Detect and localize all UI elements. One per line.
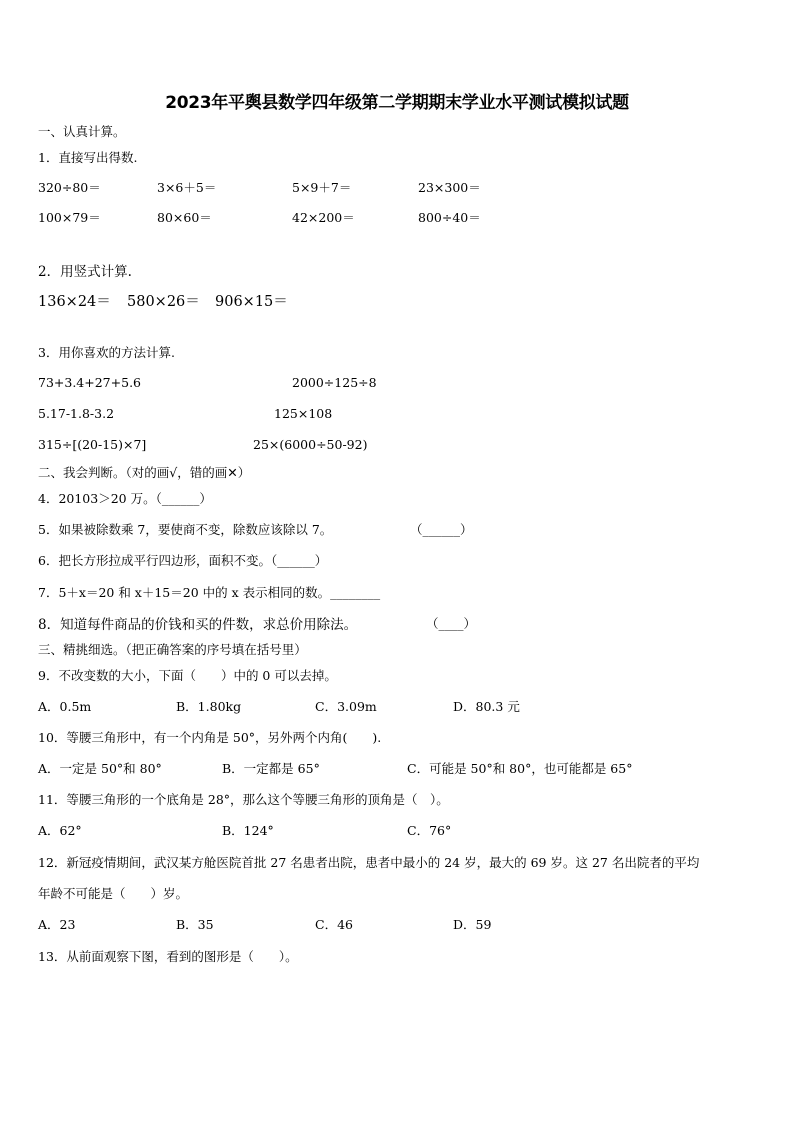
q1-item: 23×300＝ bbox=[418, 180, 481, 195]
q1-item: 5×9＋7＝ bbox=[292, 180, 352, 195]
section-2-heading: 二、我会判断。（对的画√，错的画✕） bbox=[38, 465, 251, 480]
q9-option: D．80.3 元 bbox=[453, 699, 520, 714]
q1-item: 3×6＋5＝ bbox=[157, 180, 217, 195]
q13-stem: 13．从前面观察下图，看到的图形是（ ）。 bbox=[38, 949, 298, 964]
q9-stem: 9．不改变数的大小，下面（ ）中的 0 可以去掉。 bbox=[38, 668, 337, 683]
q1-item: 100×79＝ bbox=[38, 210, 101, 225]
q4-text: 4．20103＞20 万。（______） bbox=[38, 491, 212, 506]
q9-option: A．0.5m bbox=[38, 699, 92, 714]
q1-item: 800÷40＝ bbox=[418, 210, 481, 225]
q8-answer-blank: （____） bbox=[426, 616, 477, 631]
q3-item: 25×(6000÷50-92) bbox=[253, 437, 368, 452]
q2-item: 906×15＝ bbox=[215, 294, 288, 310]
q11-option: C．76° bbox=[407, 823, 452, 838]
q11-option: B．124° bbox=[222, 823, 274, 838]
q12-stem-line-2: 年龄不可能是（ ）岁。 bbox=[38, 886, 189, 901]
q10-stem: 10．等腰三角形中，有一个内角是 50°，另外两个内角( ). bbox=[38, 730, 382, 745]
q12-option: A．23 bbox=[38, 917, 76, 932]
q10-option: A．一定是 50°和 80° bbox=[38, 761, 162, 776]
section-1-heading: 一、认真计算。 bbox=[38, 124, 126, 139]
q12-option: C．46 bbox=[315, 917, 353, 932]
q1-item: 80×60＝ bbox=[157, 210, 212, 225]
q9-option: B．1.80kg bbox=[176, 699, 242, 714]
section-3-heading: 三、精挑细选。（把正确答案的序号填在括号里） bbox=[38, 642, 307, 657]
q2-item: 136×24＝ bbox=[38, 294, 111, 310]
page-title: 2023年平舆县数学四年级第二学期期末学业水平测试模拟试题 bbox=[165, 93, 629, 113]
q3-item: 73+3.4+27+5.6 bbox=[38, 375, 141, 390]
q12-stem-line-1: 12．新冠疫情期间，武汉某方舱医院首批 27 名患者出院，患者中最小的 24 岁，最大的 69 岁。这 27 名出院者的平均 bbox=[38, 855, 700, 870]
q1-item: 42×200＝ bbox=[292, 210, 355, 225]
q2-item: 580×26＝ bbox=[127, 294, 200, 310]
q7-text: 7．5＋x＝20 和 x＋15＝20 中的 x 表示相同的数。________ bbox=[38, 585, 381, 600]
q3-item: 125×108 bbox=[274, 406, 333, 421]
q12-option: B．35 bbox=[176, 917, 214, 932]
q3-item: 2000÷125÷8 bbox=[292, 375, 377, 390]
q5-text: 5．如果被除数乘 7，要使商不变，除数应该除以 7。 bbox=[38, 522, 333, 537]
q5-answer-blank: （______） bbox=[410, 522, 473, 537]
q10-option: B．一定都是 65° bbox=[222, 761, 320, 776]
q3-label: 3．用你喜欢的方法计算. bbox=[38, 345, 175, 360]
q3-item: 315÷[(20-15)×7] bbox=[38, 437, 147, 452]
q11-stem: 11．等腰三角形的一个底角是 28°，那么这个等腰三角形的顶角是（ ）。 bbox=[38, 792, 449, 807]
q9-option: C．3.09m bbox=[315, 699, 377, 714]
q10-option: C．可能是 50°和 80°，也可能都是 65° bbox=[407, 761, 633, 776]
q2-label: 2．用竖式计算. bbox=[38, 264, 132, 280]
q11-option: A．62° bbox=[38, 823, 82, 838]
q12-option: D．59 bbox=[453, 917, 492, 932]
q6-text: 6．把长方形拉成平行四边形，面积不变。（______） bbox=[38, 553, 328, 568]
q8-text: 8．知道每件商品的价钱和买的件数，求总价用除法。 bbox=[38, 617, 358, 633]
q3-item: 5.17-1.8-3.2 bbox=[38, 406, 115, 421]
q1-label: 1．直接写出得数. bbox=[38, 150, 138, 165]
q1-item: 320÷80＝ bbox=[38, 180, 101, 195]
